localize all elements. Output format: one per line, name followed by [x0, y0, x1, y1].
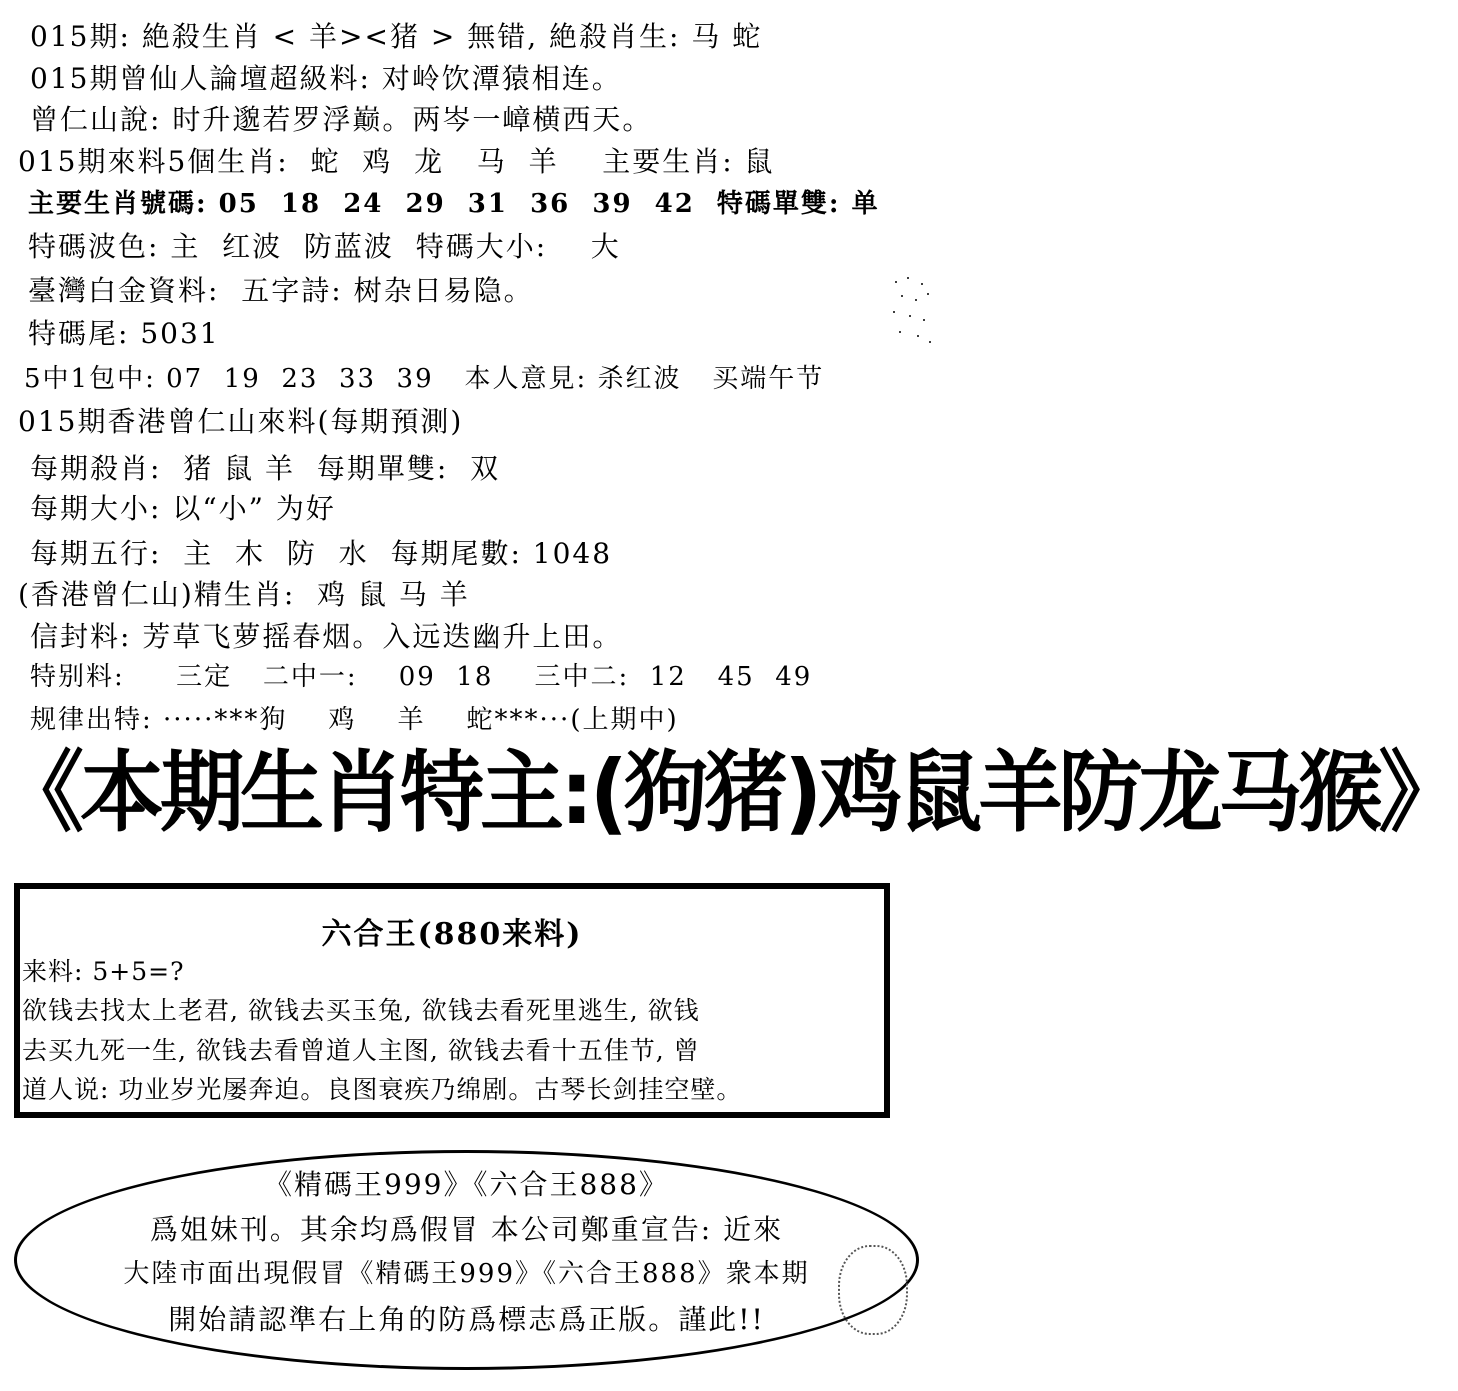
liuhe-king-box: [14, 883, 890, 1118]
text-line-15: 信封料: 芳草飞萝摇春烟。入远迭幽升上田。: [30, 620, 623, 653]
box-line-3: 去买九死一生, 欲钱去看曾道人主图, 欲钱去看十五佳节, 曾: [22, 1036, 700, 1065]
notice-oval: [14, 1150, 919, 1370]
text-line-16: 特别料: 三定 二中一: 09 18 三中二: 12 45 49: [30, 662, 813, 692]
text-line-4: 015期來料5個生肖: 蛇 鸡 龙 马 羊 主要生肖: 鼠: [18, 145, 775, 178]
text-line-5: 主要生肖號碼: 05 18 24 29 31 36 39 42 特碼單雙: 单: [28, 189, 880, 219]
text-line-10: 015期香港曾仁山來料(每期預測): [18, 405, 464, 438]
box-line-2: 欲钱去找太上老君, 欲钱去买玉兔, 欲钱去看死里逃生, 欲钱: [22, 996, 700, 1025]
speckle-decoration-icon: [888, 272, 936, 352]
text-line-3: 曾仁山說: 时升邈若罗浮巅。两岑一嶂横西天。: [30, 103, 653, 136]
notice-line-3: 大陸市面出現假冒《精碼王999》《六合王888》衆本期: [123, 1259, 810, 1289]
text-line-11: 每期殺肖: 猪 鼠 羊 每期單雙: 双: [30, 452, 501, 485]
text-line-8: 特碼尾: 5031: [28, 317, 220, 350]
text-line-17: 规律出特: ·····***狗 鸡 羊 蛇***···(上期中): [30, 705, 679, 735]
text-line-14: (香港曾仁山)精生肖: 鸡 鼠 马 羊: [18, 578, 470, 611]
notice-line-1: 《精碼王999》《六合王888》: [264, 1168, 669, 1201]
box-line-4: 道人说: 功业岁光屡奔迫。良图衰疾乃绵剧。古琴长剑挂空壁。: [22, 1075, 743, 1104]
notice-line-2: 爲姐妹刊。其余均爲假冒 本公司鄭重宣告: 近來: [149, 1213, 784, 1246]
text-line-1: 015期: 絶殺生肖 < 羊><猪 > 無错, 絶殺肖生: 马 蛇: [30, 20, 763, 53]
notice-line-4: 開始請認準右上角的防爲標志爲正版。謹此!!: [168, 1303, 765, 1336]
seal-stamp-icon: [838, 1245, 908, 1335]
text-line-2: 015期曾仙人論壇超級料: 对岭饮潭猿相连。: [30, 62, 622, 95]
box-title: 六合王(880来料): [321, 917, 583, 952]
text-line-7: 臺灣白金資料: 五字詩: 树杂日易隐。: [28, 274, 534, 307]
headline-banner: 《本期生肖特主:(狗猪)鸡鼠羊防龙马猴》: [0, 741, 1458, 845]
box-line-1: 来料: 5+5=?: [22, 957, 185, 986]
text-line-6: 特碼波色: 主 红波 防蓝波 特碼大小: 大: [28, 230, 621, 263]
text-line-13: 每期五行: 主 木 防 水 每期尾數: 1048: [30, 537, 613, 570]
text-line-12: 每期大小: 以“小” 为好: [30, 492, 336, 525]
text-line-9: 5中1包中: 07 19 23 33 39 本人意見: 杀红波 买端午节: [24, 364, 825, 394]
